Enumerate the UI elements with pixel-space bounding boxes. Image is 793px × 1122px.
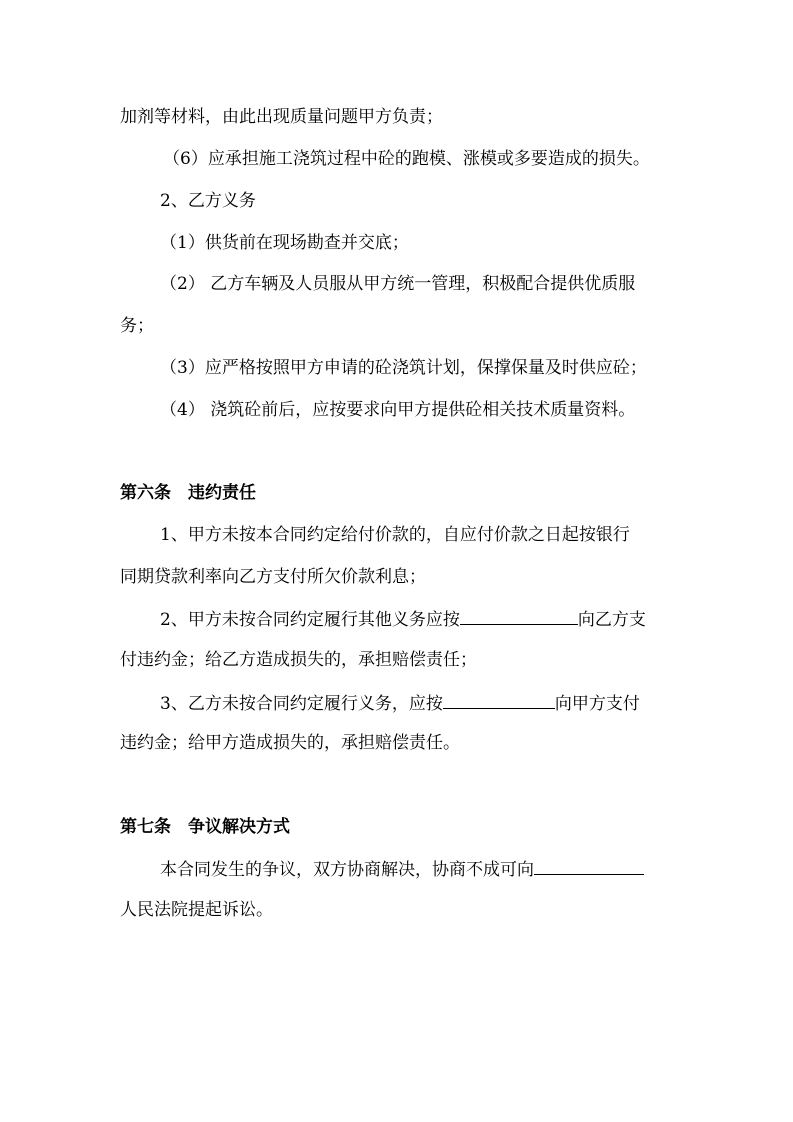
article-7-text-a: 本合同发生的争议，双方协商解决，协商不成可向 <box>160 860 534 880</box>
article-6-clause-2-line-2: 付违约金；给乙方造成损失的，承担赔偿责任； <box>120 650 477 670</box>
article-7-clause-line-1 <box>160 857 644 881</box>
article-6-clause-3-text-b: 向甲方支付 <box>554 694 640 714</box>
article-6-clause-3-blank <box>443 691 555 709</box>
article-6-clause-3-line-1 <box>160 691 640 715</box>
article-7-title: 第七条 争议解决方式 <box>120 817 290 837</box>
article-6-clause-2-text-b: 向乙方支 <box>577 610 646 630</box>
text-line-b-item-2: （2） 乙方车辆及人员服从甲方统一管理，积极配合提供优质服 <box>160 274 636 294</box>
article-6-clause-2-text-a: 2、甲方未按合同约定履行其他义务应按 <box>160 610 460 630</box>
article-6-clause-1-line-2: 同期贷款利率向乙方支付所欠价款利息； <box>120 567 426 587</box>
section-heading-party-b-obligations: 2、乙方义务 <box>160 191 256 211</box>
article-6-clause-2-line-1 <box>160 607 646 631</box>
text-line-b-item-2-cont: 务； <box>120 316 154 336</box>
article-6-clause-2-blank <box>460 607 578 625</box>
article-6-clause-3-line-2: 违约金；给甲方造成损失的，承担赔偿责任。 <box>120 733 460 753</box>
text-line-materials: 加剂等材料，由此出现质量问题甲方负责； <box>120 107 443 127</box>
article-6-clause-3-text-a: 3、乙方未按合同约定履行义务，应按 <box>160 694 443 714</box>
text-line-b-item-3: （3）应严格按照甲方申请的砼浇筑计划，保撑保量及时供应砼； <box>160 358 647 378</box>
article-6-clause-1-line-1: 1、甲方未按本合同约定给付价款的，自应付价款之日起按银行 <box>160 525 630 545</box>
article-6-title: 第六条 违约责任 <box>120 483 256 503</box>
text-line-item-6: （6）应承担施工浇筑过程中砼的跑模、涨模或多要造成的损失。 <box>163 149 650 169</box>
article-7-clause-line-2: 人民法院提起诉讼。 <box>120 900 273 920</box>
article-7-court-blank <box>534 857 644 875</box>
text-line-b-item-4: （4） 浇筑砼前后，应按要求向甲方提供砼相关技术质量资料。 <box>160 400 636 420</box>
text-line-b-item-1: （1）供货前在现场勘查并交底； <box>160 233 409 253</box>
